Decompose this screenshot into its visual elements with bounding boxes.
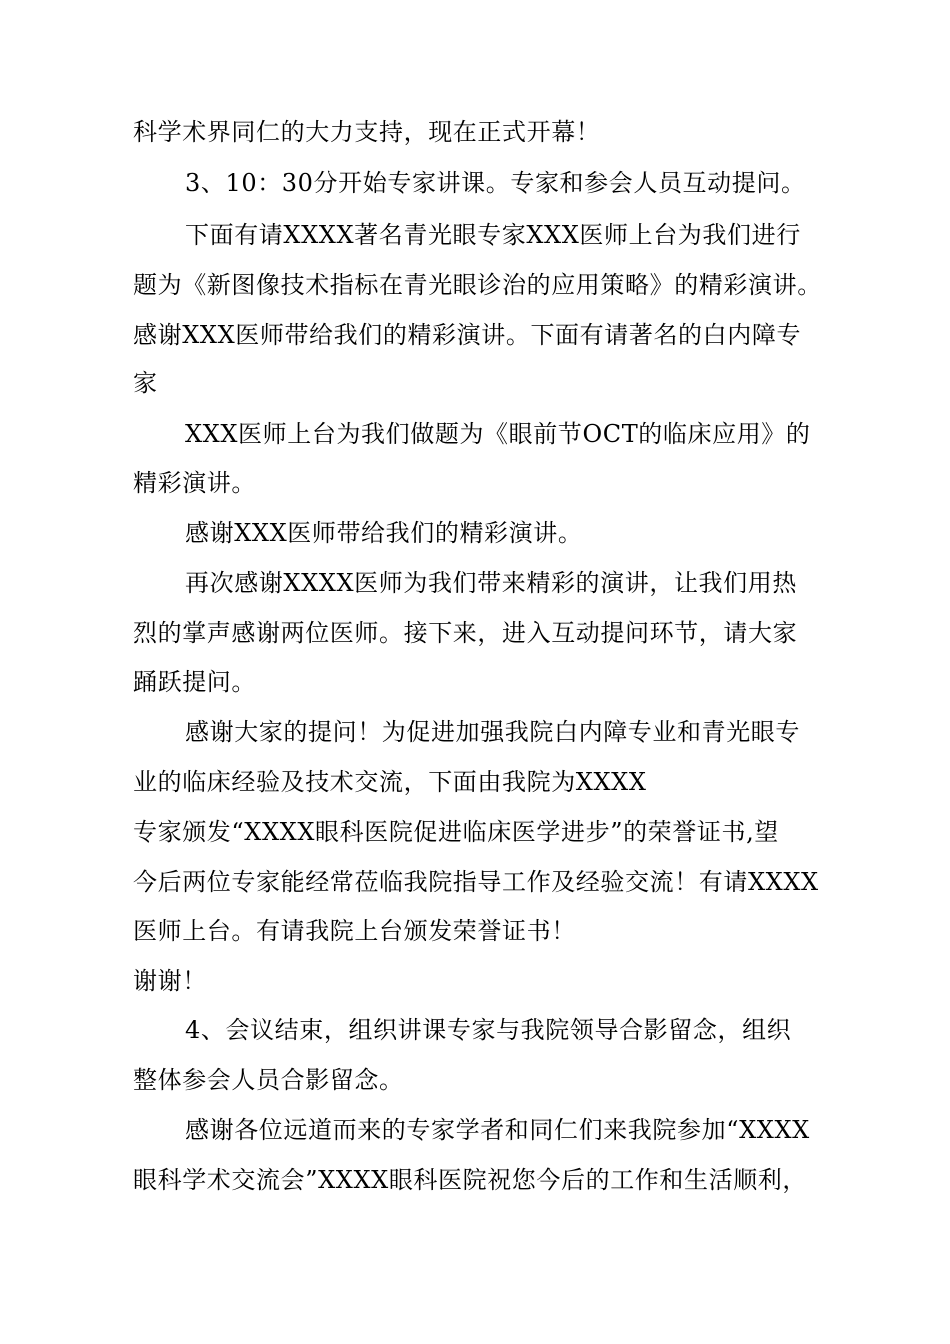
text-line: 精彩演讲。: [133, 469, 256, 497]
text-line: 感谢XXX医师带给我们的精彩演讲。: [185, 519, 583, 547]
text-line: 再次感谢XXXX医师为我们带来精彩的演讲，让我们用热: [185, 569, 797, 597]
text-line: 谢谢！: [133, 967, 207, 995]
text-line: 踊跃提问。: [133, 668, 256, 696]
text-line: 下面有请XXXX著名青光眼专家XXX医师上台为我们进行: [185, 221, 801, 249]
text-line: 今后两位专家能经常莅临我院指导工作及经验交流！有请XXXX: [133, 868, 819, 896]
text-line: 3、10：30分开始专家讲课。专家和参会人员互动提问。: [185, 169, 806, 197]
text-line: 感谢大家的提问！为促进加强我院白内障专业和青光眼专: [185, 718, 800, 746]
text-line: 烈的掌声感谢两位医师。接下来，进入互动提问环节，请大家: [133, 619, 798, 647]
text-line: 4、会议结束，组织讲课专家与我院领导合影留念，组织: [185, 1016, 792, 1044]
text-line: 整体参会人员合影留念。: [133, 1066, 404, 1094]
text-line: 眼科学术交流会”XXXX眼科医院祝您今后的工作和生活顺利，: [133, 1166, 808, 1194]
text-line: 感谢XXX医师带给我们的精彩演讲。下面有请著名的白内障专: [133, 321, 802, 349]
text-line: 专家颁发“XXXX眼科医院促进临床医学进步”的荣誉证书,望: [133, 818, 779, 846]
text-line: 题为《新图像技术指标在青光眼诊治的应用策略》的精彩演讲。: [133, 271, 822, 299]
text-line: 医师上台。有请我院上台颁发荣誉证书！: [133, 917, 576, 945]
text-line: 业的临床经验及技术交流，下面由我院为XXXX: [133, 768, 647, 796]
text-line: XXX医师上台为我们做题为《眼前节OCT的临床应用》的: [185, 420, 811, 448]
text-line: 科学术界同仁的大力支持，现在正式开幕！: [133, 118, 601, 146]
text-line: 感谢各位远道而来的专家学者和同仁们来我院参加“XXXX: [185, 1116, 810, 1144]
text-line: 家: [133, 369, 158, 397]
